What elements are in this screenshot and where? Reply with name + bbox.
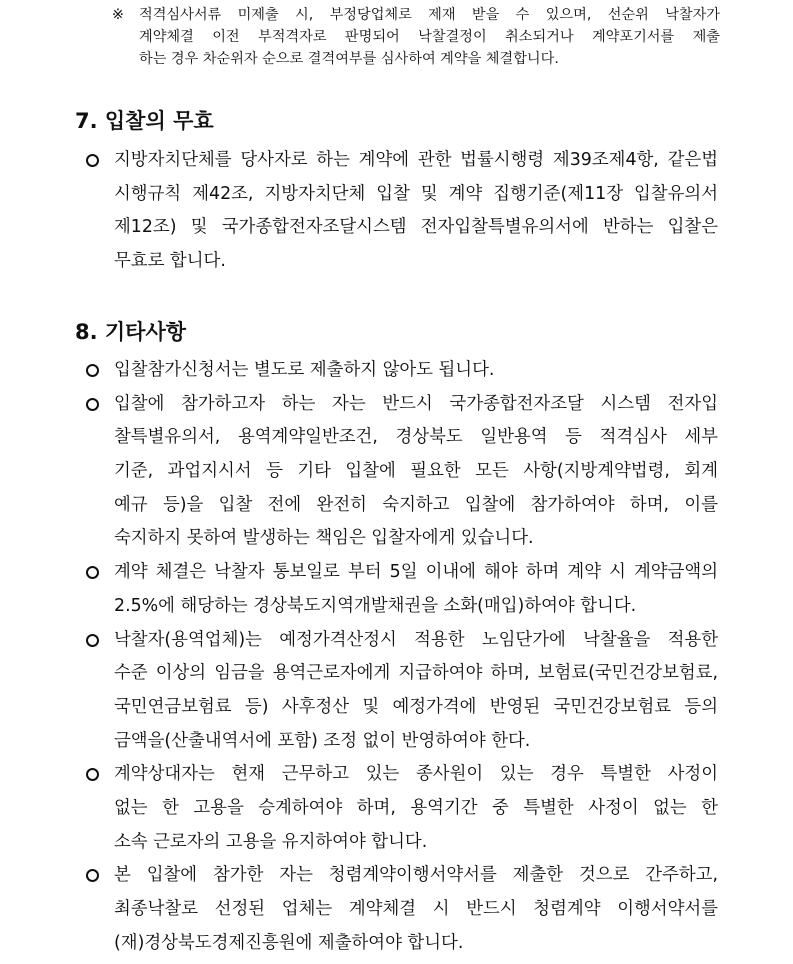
item-line: 금액을(산출내역서에 포함) 조정 없이 반영하여야 한다. [114,730,531,751]
circle-bullet-icon [86,364,99,377]
item-line: (재)경상북도경제진흥원에 제출하여야 합니다. [114,932,464,953]
circle-bullet-icon [86,634,99,647]
item-line: 무효로 합니다. [114,251,226,272]
circle-bullet-icon [86,869,99,882]
section-8-list [86,355,718,961]
item-line: 국민연금보험료 등) 사후정산 및 예정가격에 반영된 국민건강보험료 등의 [114,696,718,717]
item-line: 수준 이상의 임금을 용역근로자에게 지급하여야 하며, 보험료(국민건강보험료, [114,663,718,684]
item-line: 지방자치단체를 당사자로 하는 계약에 관한 법률시행령 제39조제4항, 같은법 [114,150,718,170]
item-line: 소속 근로자의 고용을 유지하여야 합니다. [114,831,428,852]
list-item [86,355,718,389]
section-8-heading: 8. 기타사항 [75,320,187,344]
item-line: 본 입찰에 참가한 자는 청렴계약이행서약서를 제출한 것으로 간주하고, [114,865,718,886]
circle-bullet-icon [86,566,99,579]
list-item [86,145,718,280]
item-line: 예규 등)을 입찰 전에 완전히 숙지하고 입찰에 참가하여야 하며, 이를 [114,494,718,515]
circle-bullet-icon [86,154,99,167]
item-line: 찰특별유의서, 용역계약일반조건, 경상북도 일반용역 등 적격심사 세부 [114,427,718,448]
item-line: 계약 체결은 낙찰자 통보일로 부터 5일 이내에 해야 하며 계약 시 계약금액의 [114,562,718,583]
item-line: 2.5%에 해당하는 경상북도지역개발채권을 소화(매입)하여야 합니다. [114,595,637,616]
circle-bullet-icon [86,398,99,411]
item-line: 기준, 과업지시서 등 기타 입찰에 필요한 모든 사항(지방계약법령, 회계 [114,461,718,482]
list-item [86,625,718,760]
item-line: 없는 한 고용을 승계하여야 하며, 용역기간 중 특별한 사정이 없는 한 [114,797,718,818]
notice-text: 적격심사서류 미제출 시, 부정당업체로 제재 받을 수 있으며, 선순위 낙찰자가 [139,7,720,23]
list-item [86,860,718,961]
list-item [86,759,718,860]
section-7-heading: 7. 입찰의 무효 [75,109,214,133]
item-line: 시행규칙 제42조, 지방자치단체 입찰 및 계약 집행기준(제11장 입찰유의서 [114,183,718,204]
notice-line: 하는 경우 차순위자 순으로 결격여부를 심사하여 계약을 체결합니다. [139,51,559,67]
item-line: 제12조) 및 국가종합전자조달시스템 전자입찰특별유의서에 반하는 입찰은 [114,217,718,238]
notice-line: 계약체결 이전 부적격자로 판명되어 낙찰결정이 취소되거나 계약포기서를 제출 [139,29,720,45]
item-line: 숙지하지 못하여 발생하는 책임은 입찰자에게 있습니다. [114,528,534,549]
item-line: 입찰참가신청서는 별도로 제출하지 않아도 됩니다. [114,360,495,380]
notice-line [112,4,720,26]
item-line: 최종낙찰로 선정된 업체는 계약체결 시 반드시 청렴계약 이행서약서를 [114,899,718,919]
section-7-list [86,145,718,280]
item-line: 계약상대자는 현재 근무하고 있는 종사원이 있는 경우 특별한 사정이 [114,764,718,785]
list-item [86,389,718,557]
list-item [86,557,718,624]
reference-mark: ※ [112,7,124,23]
item-line: 입찰에 참가하고자 하는 자는 반드시 국가종합전자조달 시스템 전자입 [114,393,718,414]
circle-bullet-icon [86,768,99,781]
item-line: 낙찰자(용역업체)는 예정가격산정시 적용한 노임단가에 낙찰율을 적용한 [114,629,718,650]
screening-notice [112,4,720,70]
